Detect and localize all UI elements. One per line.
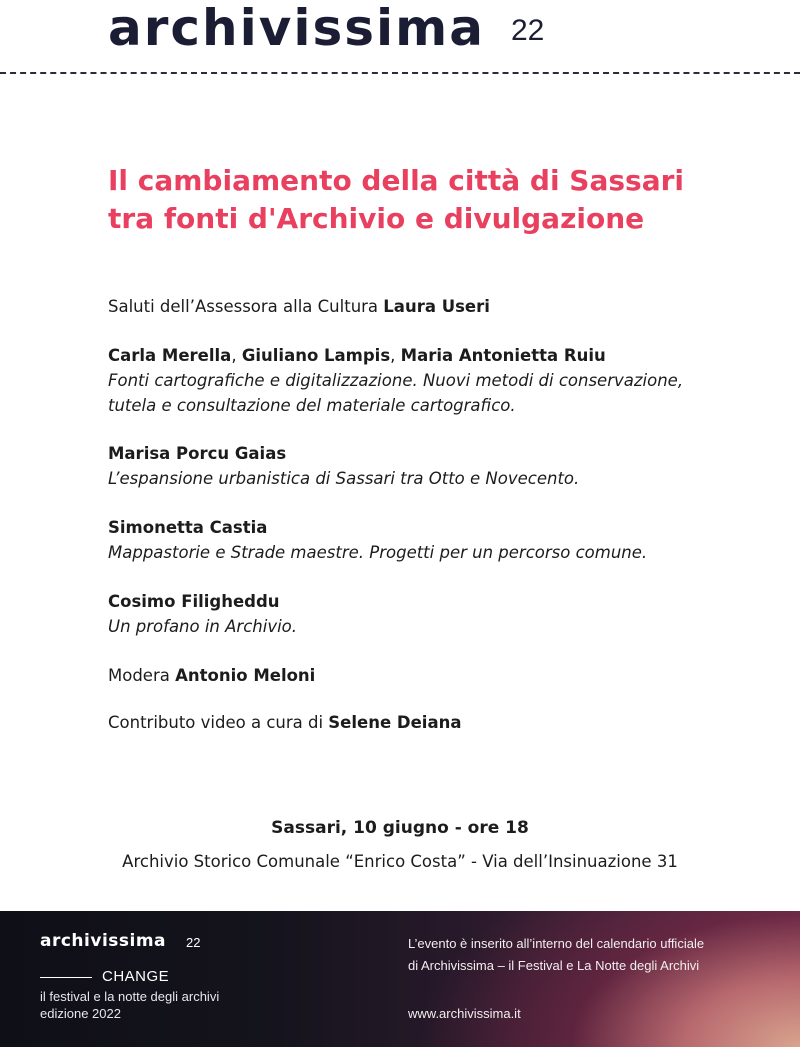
footer-brand-logo: archivissima — [40, 931, 167, 951]
greeting-name: Laura Useri — [383, 297, 490, 316]
speaker-name: Simonetta Castia — [108, 518, 268, 537]
brand-edition-number: 22 — [511, 14, 545, 47]
video-credit-label: Contributo video a cura di — [108, 713, 329, 732]
talk-1-title-line-1: Fonti cartografiche e digitalizzazione. Nuovi metodi di conservazione, — [108, 371, 684, 390]
greeting — [108, 294, 768, 319]
video-credit-name: Selene Deiana — [328, 713, 462, 732]
footer-info-line-2: di Archivissima – il Festival e La Notte degli Archivi — [408, 958, 700, 973]
talk-2 — [108, 441, 768, 491]
moderator-label: Modera — [108, 666, 176, 685]
speaker-separator: , — [390, 346, 401, 365]
talk-1 — [108, 343, 768, 418]
event-title-line-1: Il cambiamento della città di Sassari — [108, 164, 684, 197]
speaker-name: Maria Antonietta Ruiu — [400, 346, 606, 365]
speaker-separator: , — [231, 346, 242, 365]
footer-tagline: CHANGE — [102, 968, 170, 985]
footer-edition: edizione 2022 — [40, 1006, 121, 1021]
talk-4 — [108, 589, 768, 639]
moderator — [108, 663, 768, 688]
brand-logo: archivissima — [108, 0, 486, 57]
footer-subtitle: il festival e la notte degli archivi — [40, 989, 220, 1004]
event-date: Sassari, 10 giugno - ore 18 — [271, 818, 529, 838]
talk-title: Mappastorie e Strade maestre. Progetti per un percorso comune. — [108, 543, 648, 562]
speaker-name: Cosimo Filigheddu — [108, 592, 280, 611]
tagline-rule — [40, 977, 92, 978]
speaker-name: Marisa Porcu Gaias — [108, 444, 287, 463]
talk-1-speakers — [108, 343, 768, 368]
event-venue: Archivio Storico Comunale “Enrico Costa” - Via dell’Insinuazione 31 — [122, 852, 678, 871]
footer-band — [0, 911, 800, 1047]
event-title-line-2: tra fonti d'Archivio e divulgazione — [108, 202, 645, 235]
talk-title: Un profano in Archivio. — [108, 617, 298, 636]
footer-brand-number: 22 — [186, 935, 201, 950]
talk-title: L’espansione urbanistica di Sassari tra Otto e Novecento. — [108, 469, 580, 488]
speaker-name: Carla Merella — [108, 346, 232, 365]
video-credit — [108, 710, 768, 735]
speaker-name: Giuliano Lampis — [241, 346, 391, 365]
talk-1-title-line-2: tutela e consultazione del materiale cartografico. — [108, 396, 516, 415]
event-title — [108, 162, 768, 238]
moderator-name: Antonio Meloni — [175, 666, 316, 685]
footer-website-link[interactable]: www.archivissima.it — [408, 1006, 521, 1021]
dashed-divider — [0, 72, 800, 74]
greeting-text: Saluti dell’Assessora alla Cultura — [108, 297, 384, 316]
talk-3 — [108, 515, 768, 565]
footer-info-line-1: L’evento è inserito all’interno del calendario ufficiale — [408, 936, 705, 951]
